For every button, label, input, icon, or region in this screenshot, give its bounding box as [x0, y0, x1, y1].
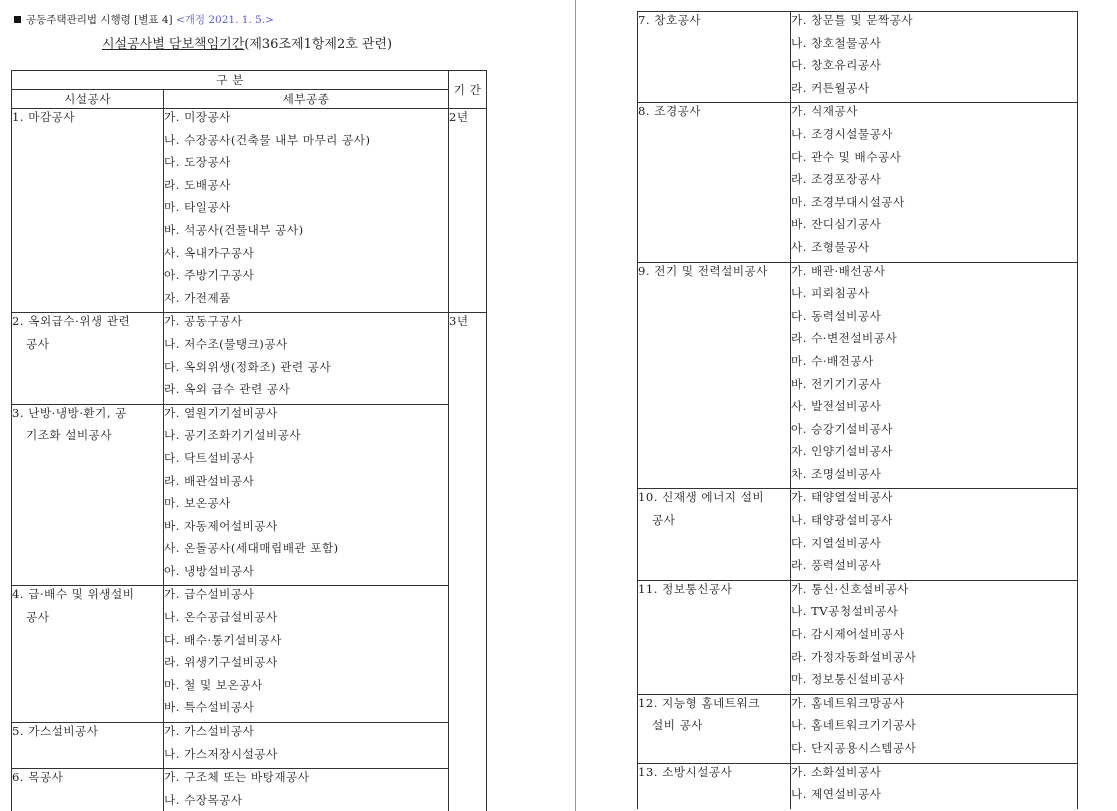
document-title: [102, 33, 392, 52]
facility-label: 3. 난방·냉방·환기, 공: [12, 405, 127, 420]
detail-item: 나. 피뢰침공사: [791, 286, 870, 301]
detail-item: 다. 도장공사: [164, 155, 231, 170]
detail-item: 나. 온수공급설비공사: [164, 610, 278, 625]
detail-item: 라. 옥외 급수 관련 공사: [164, 382, 291, 397]
detail-cell: [791, 262, 1078, 489]
facility-label: 11. 정보통신공사: [638, 581, 733, 596]
period-value: 3년: [449, 314, 469, 329]
detail-cell: [164, 723, 449, 769]
detail-item: 바. 자동제어설비공사: [164, 518, 278, 533]
detail-item: 다. 감시제어설비공사: [791, 627, 905, 642]
detail-item: 나. 태양광설비공사: [791, 513, 893, 528]
category-row: [12, 769, 487, 811]
header-detail: 세부공종: [164, 90, 449, 109]
header-period: 기 간: [449, 71, 487, 109]
detail-item: 라. 커튼월공사: [791, 80, 870, 95]
detail-item: 다. 창호유리공사: [791, 58, 882, 73]
detail-item: 가. 식재공사: [791, 104, 858, 119]
category-row: [12, 313, 487, 404]
facility-cell: [12, 109, 164, 313]
facility-cell: [638, 489, 791, 580]
facility-label: 1. 마감공사: [12, 110, 76, 124]
facility-label: 12. 지능형 홈네트워크: [638, 695, 760, 710]
detail-item: 마. 보온공사: [164, 496, 231, 511]
facility-cell: [638, 262, 791, 489]
facility-label: 5. 가스설비공사: [12, 724, 99, 739]
facility-label: 공사: [26, 610, 50, 625]
detail-item: 가. 홈네트워크망공사: [791, 695, 905, 710]
facility-cell: [638, 694, 791, 763]
detail-item: 나. 가스저장시설공사: [164, 746, 278, 761]
detail-item: 바. 전기기기공사: [791, 376, 882, 391]
detail-item: 다. 단지공용시스템공사: [791, 741, 917, 755]
detail-item: 아. 주방기구공사: [164, 268, 255, 283]
detail-item: 가. 창문틀 및 문짝공사: [791, 13, 914, 27]
header-facility: 시설공사: [12, 90, 164, 109]
facility-label: 4. 급·배수 및 위생설비: [12, 587, 135, 602]
detail-item: 다. 동력설비공사: [791, 308, 882, 323]
detail-item: 마. 수·배전공사: [791, 353, 874, 368]
detail-item: 라. 위생기구설비공사: [164, 655, 278, 670]
revision-note: <개정 2021. 1. 5.>: [175, 14, 274, 26]
detail-item: 나. TV공청설비공사: [791, 604, 899, 619]
detail-item: 다. 옥외위생(정화조) 관련 공사: [164, 359, 332, 374]
facility-label: 9. 전기 및 전력설비공사: [638, 263, 768, 278]
detail-item: 아. 승강기설비공사: [791, 421, 893, 436]
facility-cell: [12, 313, 164, 404]
category-row: [12, 404, 487, 586]
detail-item: 가. 태양열설비공사: [791, 490, 893, 505]
facility-label: 6. 목공사: [12, 770, 64, 785]
detail-item: 가. 가스설비공사: [164, 724, 255, 739]
detail-item: 나. 저수조(물탱크)공사: [164, 336, 288, 351]
facility-label: 설비 공사: [652, 718, 703, 733]
header-group: 구 분: [12, 71, 449, 90]
detail-item: 사. 발전설비공사: [791, 399, 882, 414]
detail-item: 나. 제연설비공사: [791, 787, 882, 802]
facility-cell: [12, 723, 164, 769]
category-row: [638, 694, 1078, 763]
category-row: [12, 109, 487, 313]
detail-cell: [791, 12, 1078, 103]
detail-item: 가. 공동구공사: [164, 314, 243, 329]
detail-item: 가. 소화설비공사: [791, 764, 882, 779]
detail-cell: [791, 580, 1078, 694]
detail-item: 나. 수장공사(건축물 내부 마무리 공사): [164, 132, 371, 147]
period-cell: [449, 109, 487, 313]
facility-label: 공사: [26, 336, 50, 351]
category-row: [638, 12, 1078, 103]
detail-item: 마. 정보통신설비공사: [791, 672, 905, 687]
detail-cell: [791, 489, 1078, 580]
facility-label: 2. 옥외급수·위생 관련: [12, 314, 131, 329]
detail-cell: [164, 404, 449, 586]
period-cell: [449, 313, 487, 811]
category-row: [638, 763, 1078, 809]
detail-item: 가. 구조체 또는 바탕재공사: [164, 770, 310, 785]
category-row: [638, 580, 1078, 694]
facility-cell: [638, 12, 791, 103]
detail-item: 바. 잔디심기공사: [791, 217, 882, 232]
category-row: [638, 489, 1078, 580]
facility-label: 8. 조경공사: [638, 104, 702, 119]
detail-item: 가. 급수설비공사: [164, 587, 255, 602]
detail-cell: [791, 694, 1078, 763]
category-row: [638, 262, 1078, 489]
title-main: 시설공사별 담보책임기간: [102, 37, 245, 52]
facility-cell: [12, 586, 164, 723]
detail-item: 사. 옥내가구공사: [164, 245, 255, 260]
detail-item: 다. 닥트설비공사: [164, 450, 255, 465]
square-bullet-icon: [14, 16, 21, 23]
detail-cell: [164, 769, 449, 811]
detail-item: 라. 수·변전설비공사: [791, 331, 898, 346]
detail-item: 다. 관수 및 배수공사: [791, 149, 902, 164]
title-reference: (제36조제1항제2호 관련): [244, 37, 393, 52]
detail-item: 라. 배관설비공사: [164, 473, 255, 488]
detail-item: 마. 타일공사: [164, 200, 231, 215]
facility-cell: [12, 404, 164, 586]
detail-item: 사. 온돌공사(세대매립배관 포함): [164, 541, 339, 556]
detail-item: 가. 통신·신호설비공사: [791, 581, 909, 596]
detail-item: 다. 배수·통기설비공사: [164, 632, 282, 647]
detail-cell: [164, 109, 449, 313]
detail-item: 라. 조경포장공사: [791, 172, 882, 187]
detail-cell: [164, 313, 449, 404]
detail-cell: [164, 586, 449, 723]
page-divider: [556, 0, 577, 811]
detail-item: 나. 조경시설물공사: [791, 126, 893, 141]
detail-item: 마. 철 및 보온공사: [164, 677, 263, 692]
period-value: 2년: [449, 110, 469, 124]
detail-item: 아. 냉방설비공사: [164, 563, 255, 578]
category-row: [12, 723, 487, 769]
detail-item: 사. 조형물공사: [791, 239, 870, 254]
detail-item: 라. 풍력설비공사: [791, 558, 882, 573]
detail-item: 자. 인양기설비공사: [791, 444, 893, 459]
facility-label: 공사: [652, 513, 676, 528]
detail-item: 가. 열원기기설비공사: [164, 405, 278, 420]
detail-item: 가. 미장공사: [164, 110, 231, 124]
detail-cell: [791, 763, 1078, 809]
facility-label: 7. 창호공사: [638, 13, 702, 27]
detail-item: 다. 지열설비공사: [791, 535, 882, 550]
detail-item: 나. 공기조화기기설비공사: [164, 428, 302, 443]
detail-item: 차. 조명설비공사: [791, 466, 882, 481]
detail-item: 라. 가정자동화설비공사: [791, 649, 917, 664]
detail-item: 라. 도배공사: [164, 177, 231, 192]
detail-item: 가. 배관·배선공사: [791, 263, 886, 278]
facility-label: 13. 소방시설공사: [638, 764, 733, 779]
facility-cell: [638, 580, 791, 694]
warranty-table-left: [11, 70, 487, 811]
facility-label: 10. 신재생 에너지 설비: [638, 490, 765, 505]
detail-item: 나. 창호철물공사: [791, 35, 882, 50]
facility-cell: [638, 103, 791, 262]
detail-item: 나. 수장목공사: [164, 792, 243, 807]
document-source-line: [14, 12, 274, 27]
detail-item: 바. 석공사(건물내부 공사): [164, 222, 304, 237]
category-row: [638, 103, 1078, 262]
category-row: [12, 586, 487, 723]
facility-cell: [12, 769, 164, 811]
source-law: 공동주택관리법 시행령 [별표 4]: [26, 14, 173, 26]
detail-item: 바. 특수설비공사: [164, 700, 255, 715]
warranty-table-right: [637, 11, 1078, 809]
detail-item: 자. 가전제품: [164, 290, 231, 305]
facility-label: 기조화 설비공사: [26, 428, 113, 443]
facility-cell: [638, 763, 791, 809]
detail-item: 마. 조경부대시설공사: [791, 194, 905, 209]
detail-item: 나. 홈네트워크기기공사: [791, 718, 917, 733]
detail-cell: [791, 103, 1078, 262]
document-page-left: [0, 0, 556, 811]
